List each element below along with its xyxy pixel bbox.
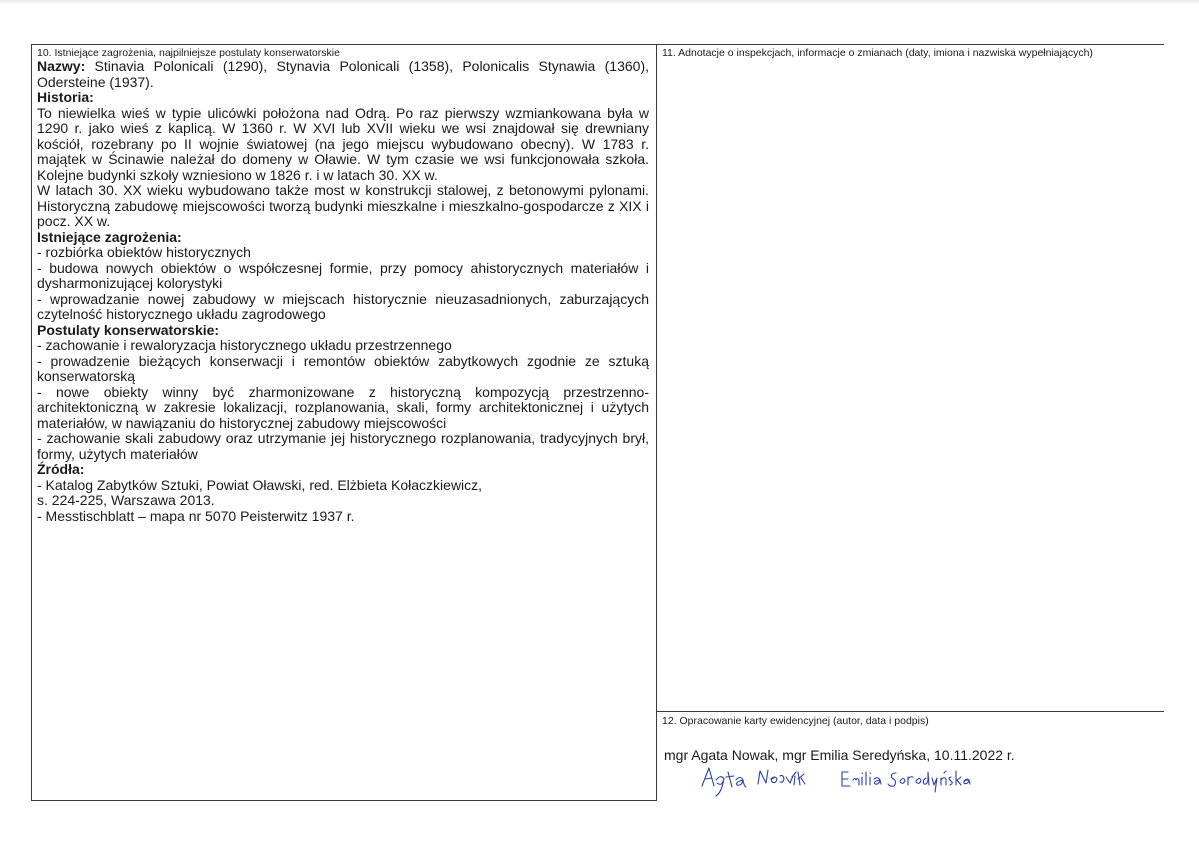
source-item: - Katalog Zabytków Sztuki, Powiat Oławski, red. Elżbieta Kołaczkiewicz, [37, 476, 483, 493]
section-11-title: 11. Adnotacje o inspekcjach, informacje o zmianach (daty, imiona i nazwiska wypełniających) [662, 47, 1093, 59]
signature-emilia [842, 772, 881, 786]
section-12-title: 12. Opracowanie karty ewidencyjnej (autor, data i podpis) [662, 715, 929, 727]
history-paragraph-2: W latach 30. XX wieku wybudowano także most w konstrukcji stalowej, z betonowymi pylonami. Historyczną zabudowę miejscowości tworzą budynki mieszkalne i mieszkalno-gospodarcze z XIX i pocz. XX w. [37, 182, 649, 229]
signature-agata [702, 768, 746, 796]
history-heading: Historia: [37, 89, 94, 105]
postulate-item: - nowe obiekty winny być zharmonizowane z historyczną kompozycją przestrzenno-architektoniczną w zakresie lokalizacji, rozplanowania, skali, formy architektonicznej i użytych materiałów, w nawiązaniu do historycznej zabudowy miejscowości [37, 383, 649, 431]
section-10-content [37, 59, 649, 524]
section-10-title: 10. Istniejące zagrożenia, najpilniejsze postulaty konserwatorskie [37, 47, 340, 59]
scan-edge [0, 0, 1199, 4]
threat-item: - wprowadzanie nowej zabudowy w miejscach historycznie nieuzasadnionych, zaburzających czytelność historycznego układu zagrodowego [37, 290, 649, 322]
signature-nowak [758, 770, 805, 785]
history-paragraph-1: To niewielka wieś w typie ulicówki położona nad Odrą. Po raz pierwszy wzmiankowana była w 1290 r. jako wieś z kaplicą. W 1360 r. W XVI lub XVII wieku we wsi znajdował się drewniany kościół, rozebrany po II wojnie światowej (na jego miejscu wybudowano obecny). W 1783 r. majątek w Ścinawie należał do domeny w Oławie. W tym czasie we wsi funkcjonowała szkoła. Kolejne budynki szkoły wzniesiono w 1826 r. i w latach 30. XX w. [37, 104, 649, 183]
sources-heading: Źródła: [37, 461, 85, 477]
postulate-item: - zachowanie i rewaloryzacja historycznego układu przestrzennego [37, 337, 452, 353]
author-line: mgr Agata Nowak, mgr Emilia Seredyńska, 10.11.2022 r. [664, 747, 1015, 763]
threats-heading: Istniejące zagrożenia: [37, 228, 182, 245]
top-border [31, 44, 1164, 45]
postulates-heading: Postulaty konserwatorskie: [37, 321, 220, 338]
names-text: Stinavia Polonicali (1290), Stynavia Polonicali (1358), Polonicalis Stynawia (1360), Odersteine (1937). [37, 58, 649, 90]
threat-item: - rozbiórka obiektów historycznych [37, 244, 251, 260]
source-item: s. 224-225, Warszawa 2013. [37, 492, 215, 508]
names-paragraph [37, 59, 649, 90]
source-item: - Messtischblatt – mapa nr 5070 Peisterwitz 1937 r. [37, 507, 355, 524]
postulate-item: - zachowanie skali zabudowy oraz utrzymanie jej historycznego rozplanowania, tradycyjnych brył, formy, użytych materiałów [37, 430, 649, 462]
section-12-divider [656, 711, 1164, 712]
postulate-item: - prowadzenie bieżących konserwacji i remontów obiektów zabytkowych zgodnie ze sztuką konserwatorską [37, 352, 649, 384]
signature-seredynska [888, 771, 970, 792]
signature-drawing [700, 764, 990, 800]
threat-item: - budowa nowych obiektów o współczesnej formie, przy pomocy ahistorycznych materiałów i dysharmonizującej kolorystyki [37, 259, 649, 291]
bottom-border [31, 800, 657, 801]
column-divider [656, 44, 657, 801]
left-border [31, 44, 32, 801]
names-heading: Nazwy: [37, 58, 86, 74]
handwritten-signatures [700, 764, 990, 800]
